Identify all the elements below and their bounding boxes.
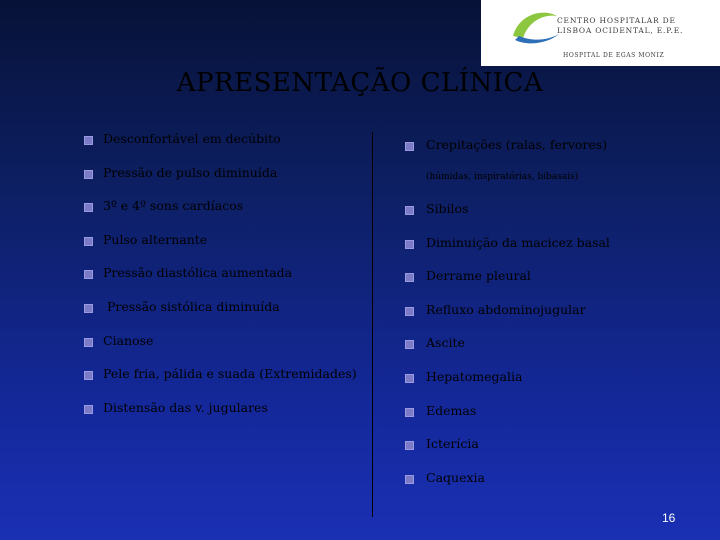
- left-item: Pele fria, pálida e suada (Extremidades): [103, 366, 357, 381]
- bullet-icon: [84, 203, 93, 212]
- bullet-icon: [405, 206, 414, 215]
- page-number: 16: [662, 511, 676, 525]
- bullet-icon: [84, 136, 93, 145]
- bullet-icon: [84, 170, 93, 179]
- hospital-logo: [481, 0, 720, 66]
- logo-name-line-2: LISBOA OCIDENTAL, E.P.E.: [557, 26, 684, 35]
- bullet-icon: [84, 270, 93, 279]
- bullet-icon: [84, 371, 93, 380]
- logo-name-line-1: CENTRO HOSPITALAR DE: [557, 16, 676, 25]
- bullet-icon: [84, 405, 93, 414]
- right-item: Ascite: [426, 335, 465, 350]
- left-item: Distensão das v. jugulares: [103, 400, 268, 415]
- bullet-icon: [84, 338, 93, 347]
- bullet-icon: [84, 304, 93, 313]
- logo-subtitle: HOSPITAL DE EGAS MONIZ: [563, 52, 665, 59]
- right-item: Sibilos: [426, 201, 469, 216]
- right-item: Refluxo abdominojugular: [426, 302, 586, 317]
- left-item: Pressão sistólica diminuída: [103, 299, 280, 314]
- bullet-icon: [405, 408, 414, 417]
- left-item: Pulso alternante: [103, 232, 208, 247]
- hospital-logo-icon: [509, 6, 563, 48]
- bullet-icon: [84, 237, 93, 246]
- left-item: Pressão diastólica aumentada: [103, 265, 293, 280]
- right-item: Icterícia: [426, 436, 479, 451]
- bullet-icon: [405, 142, 414, 151]
- right-item: Edemas: [426, 403, 477, 418]
- right-item: Derrame pleural: [426, 268, 531, 283]
- left-item: Pressão de pulso diminuída: [103, 165, 278, 180]
- left-item: Desconfortável em decúbito: [103, 131, 281, 146]
- bullet-icon: [405, 307, 414, 316]
- left-item: 3º e 4º sons cardíacos: [103, 198, 244, 213]
- bullet-icon: [405, 475, 414, 484]
- right-item: Caquexia: [426, 470, 485, 485]
- right-item: Hepatomegalia: [426, 369, 523, 384]
- right-item: Diminuição da macicez basal: [426, 235, 610, 250]
- logo-name: [557, 16, 717, 36]
- right-item: Crepitações (ralas, fervores): [426, 137, 608, 152]
- bullet-icon: [405, 273, 414, 282]
- left-item: Cianose: [103, 333, 154, 348]
- bullet-icon: [405, 441, 414, 450]
- slide-title: APRESENTAÇÃO CLÍNICA: [176, 68, 544, 98]
- bullet-icon: [405, 374, 414, 383]
- bullet-icon: [405, 340, 414, 349]
- bullet-icon: [405, 240, 414, 249]
- right-item-note: (húmidas, inspiratórias, bibasais): [426, 172, 579, 182]
- column-divider: [372, 132, 373, 517]
